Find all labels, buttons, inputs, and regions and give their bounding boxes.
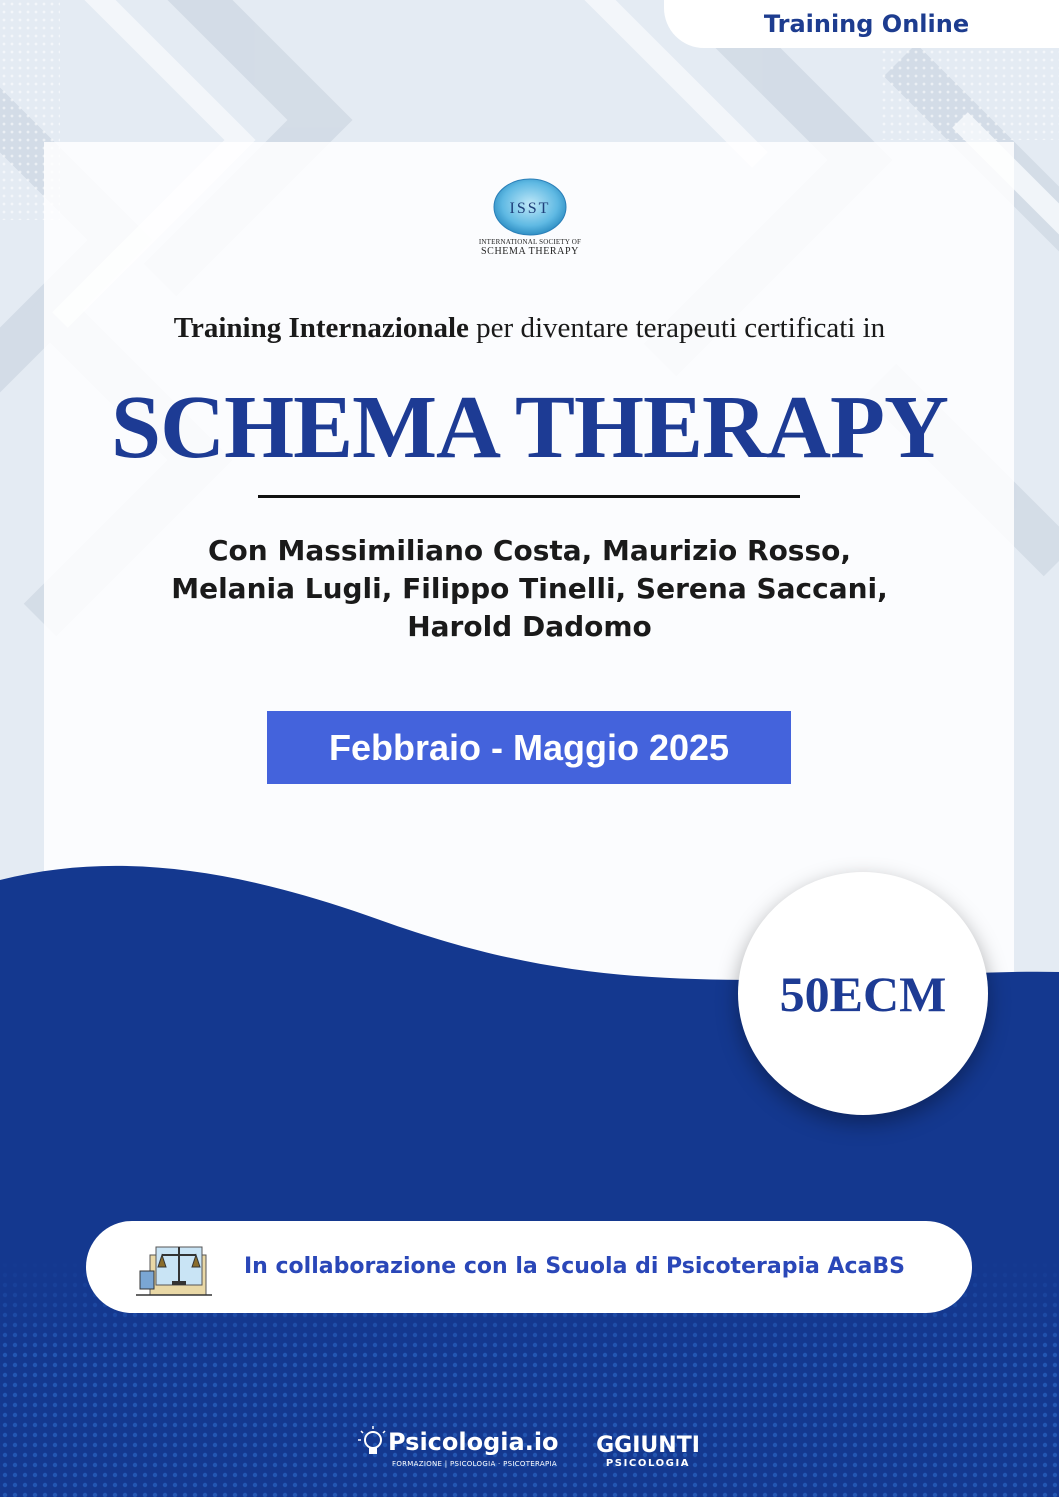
date-box [267, 711, 791, 784]
psicologia-io-tagline: FORMAZIONE | PSICOLOGIA · PSICOTERAPIA [392, 1460, 557, 1468]
subtitle-rest: per diventare terapeuti certificati in [468, 312, 886, 344]
training-online-label: Training Online [763, 10, 970, 38]
speakers-list [0, 532, 1059, 646]
training-online-tab [664, 0, 1059, 48]
subtitle [0, 312, 1059, 345]
collaboration-text: In collaborazione con la Scuola di Psicoterapia AcaBS [244, 1254, 906, 1279]
isst-logo-line1: INTERNATIONAL SOCIETY OF [478, 238, 582, 246]
subtitle-bold: Training Internazionale [173, 312, 469, 344]
ecm-badge [738, 872, 988, 1115]
main-title: SCHEMA THERAPY [111, 378, 948, 477]
date-label: Febbraio - Maggio 2025 [328, 726, 730, 768]
giunti-psicologia-logo [588, 1434, 708, 1474]
giunti-g-icon: G [596, 1433, 615, 1458]
isst-globe-icon [492, 178, 568, 236]
isst-logo-line2: SCHEMA THERAPY [481, 246, 579, 257]
psicologia-io-logo [358, 1426, 558, 1474]
lightbulb-icon [358, 1426, 388, 1460]
isst-logo [460, 178, 600, 262]
giunti-name: GIUNTI [614, 1433, 700, 1458]
speakers-line-1: Con Massimiliano Costa, Maurizio Rosso, [207, 534, 852, 567]
speakers-line-2: Melania Lugli, Filippo Tinelli, Serena Saccani, [171, 572, 888, 605]
collaboration-banner [86, 1221, 972, 1313]
ecm-label: 50ECM [779, 965, 947, 1022]
svg-text:ISST: ISST [509, 200, 551, 217]
giunti-subtitle: PSICOLOGIA [605, 1458, 691, 1469]
scales-of-justice-icon [136, 1237, 212, 1297]
psicologia-io-name: Psicologia.io [388, 1428, 559, 1456]
speakers-line-3: Harold Dadomo [407, 610, 652, 643]
title-divider [258, 495, 800, 498]
